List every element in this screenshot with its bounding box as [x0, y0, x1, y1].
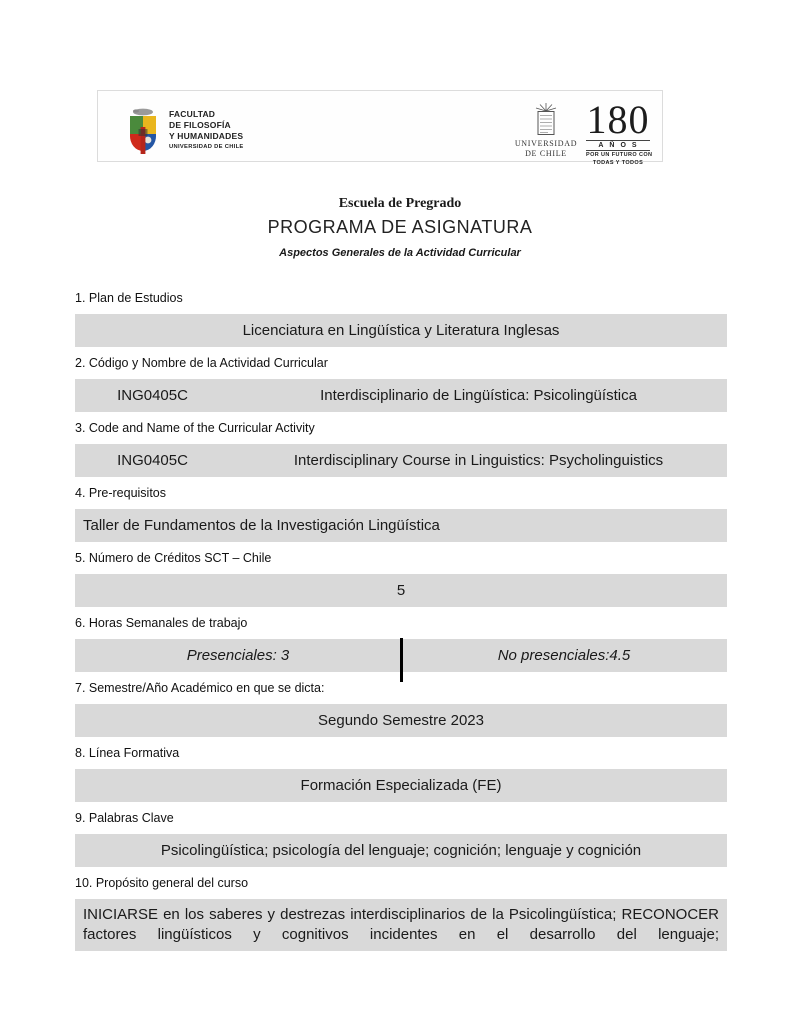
anniversary-stack: [586, 140, 653, 168]
section-codigo-nombre: [75, 356, 727, 412]
section-creditos-sct: [75, 551, 727, 607]
faculty-name-line: FACULTAD: [169, 109, 216, 119]
anniversary-tagline: TODAS Y TODOS: [592, 160, 644, 167]
sections-list: [75, 291, 727, 960]
section-value-box: 5: [75, 574, 727, 607]
faculty-name-line: DE FILOSOFÍA: [169, 120, 231, 131]
section-palabras-clave: [75, 811, 727, 867]
hours-presencial: Presenciales: 3: [186, 647, 290, 664]
section-plan-de-estudios: [75, 291, 727, 347]
section-label: 8. Línea Formativa: [75, 746, 180, 760]
section-label: 9. Palabras Clave: [75, 811, 174, 825]
section-value-box: Formación Especializada (FE): [75, 769, 727, 802]
section-value-box: Psicolingüística; psicología del lenguaje; cognición; lenguaje y cognición: [75, 834, 727, 867]
page-title: PROGRAMA DE ASIGNATURA: [267, 217, 533, 237]
university-name-line: UNIVERSIDAD: [514, 139, 578, 148]
header-band: [97, 90, 663, 167]
section-value-box: Taller de Fundamentos de la Investigación Lingüística: [75, 509, 727, 542]
section-horas-semanales: [75, 616, 727, 672]
page-subtitle: Aspectos Generales de la Actividad Curricular: [279, 247, 521, 259]
section-value-box: [75, 444, 727, 477]
course-name: Interdisciplinario de Lingüística: Psicolingüística: [320, 387, 637, 404]
faculty-name-block: [169, 107, 244, 150]
section-linea-formativa: [75, 746, 727, 802]
anniversary-number: 180: [586, 97, 650, 142]
anniversary-years-word: AÑOS: [586, 141, 650, 151]
faculty-university-line: UNIVERSIDAD DE CHILE: [169, 144, 244, 151]
university-name-line: DE CHILE: [525, 148, 567, 158]
section-label: 2. Código y Nombre de la Actividad Curricular: [75, 356, 328, 370]
section-label: 1. Plan de Estudios: [75, 291, 183, 305]
faculty-logo: [124, 107, 244, 155]
school-title: Escuela de Pregrado: [338, 196, 462, 211]
faculty-crest-icon: [124, 107, 162, 155]
section-value-box: Licenciatura en Lingüística y Literatura Inglesas: [75, 314, 727, 347]
anniversary-tagline: POR UN FUTURO CON: [586, 152, 653, 158]
section-value-box: Segundo Semestre 2023: [75, 704, 727, 737]
anniversary-block: [586, 97, 653, 168]
section-value-box: INICIARSE en los saberes y destrezas interdisciplinarios de la Psicolingüística; RECONOCER factores lingüísticos y cognitivos incidentes en el desarrollo del lenguaje;: [75, 899, 727, 951]
section-prerequisitos: [75, 486, 727, 542]
section-code-name-english: [75, 421, 727, 477]
section-value-box: [75, 379, 727, 412]
section-label: 3. Code and Name of the Curricular Activity: [75, 421, 315, 435]
vertical-divider: [400, 638, 403, 682]
hours-no-presencial: No presenciales:4.5: [497, 647, 631, 664]
section-label: 4. Pre-requisitos: [75, 486, 167, 500]
university-anniversary-logo: [513, 97, 653, 168]
course-name: Interdisciplinary Course in Linguistics: Psycholinguistics: [293, 452, 664, 469]
section-value-box: [75, 639, 727, 672]
section-label: 10. Propósito general del curso: [75, 876, 249, 890]
section-proposito-general: [75, 876, 727, 951]
section-semestre: [75, 681, 727, 737]
section-label: 6. Horas Semanales de trabajo: [75, 616, 248, 630]
university-emblem-icon: [532, 103, 560, 139]
university-emblem-block: [513, 101, 579, 158]
course-code: ING0405C: [117, 387, 188, 404]
course-code: ING0405C: [117, 452, 188, 469]
section-label: 5. Número de Créditos SCT – Chile: [75, 551, 272, 565]
section-label: 7. Semestre/Año Académico en que se dicta:: [75, 681, 325, 695]
faculty-name-line: Y HUMANIDADES: [169, 131, 244, 142]
